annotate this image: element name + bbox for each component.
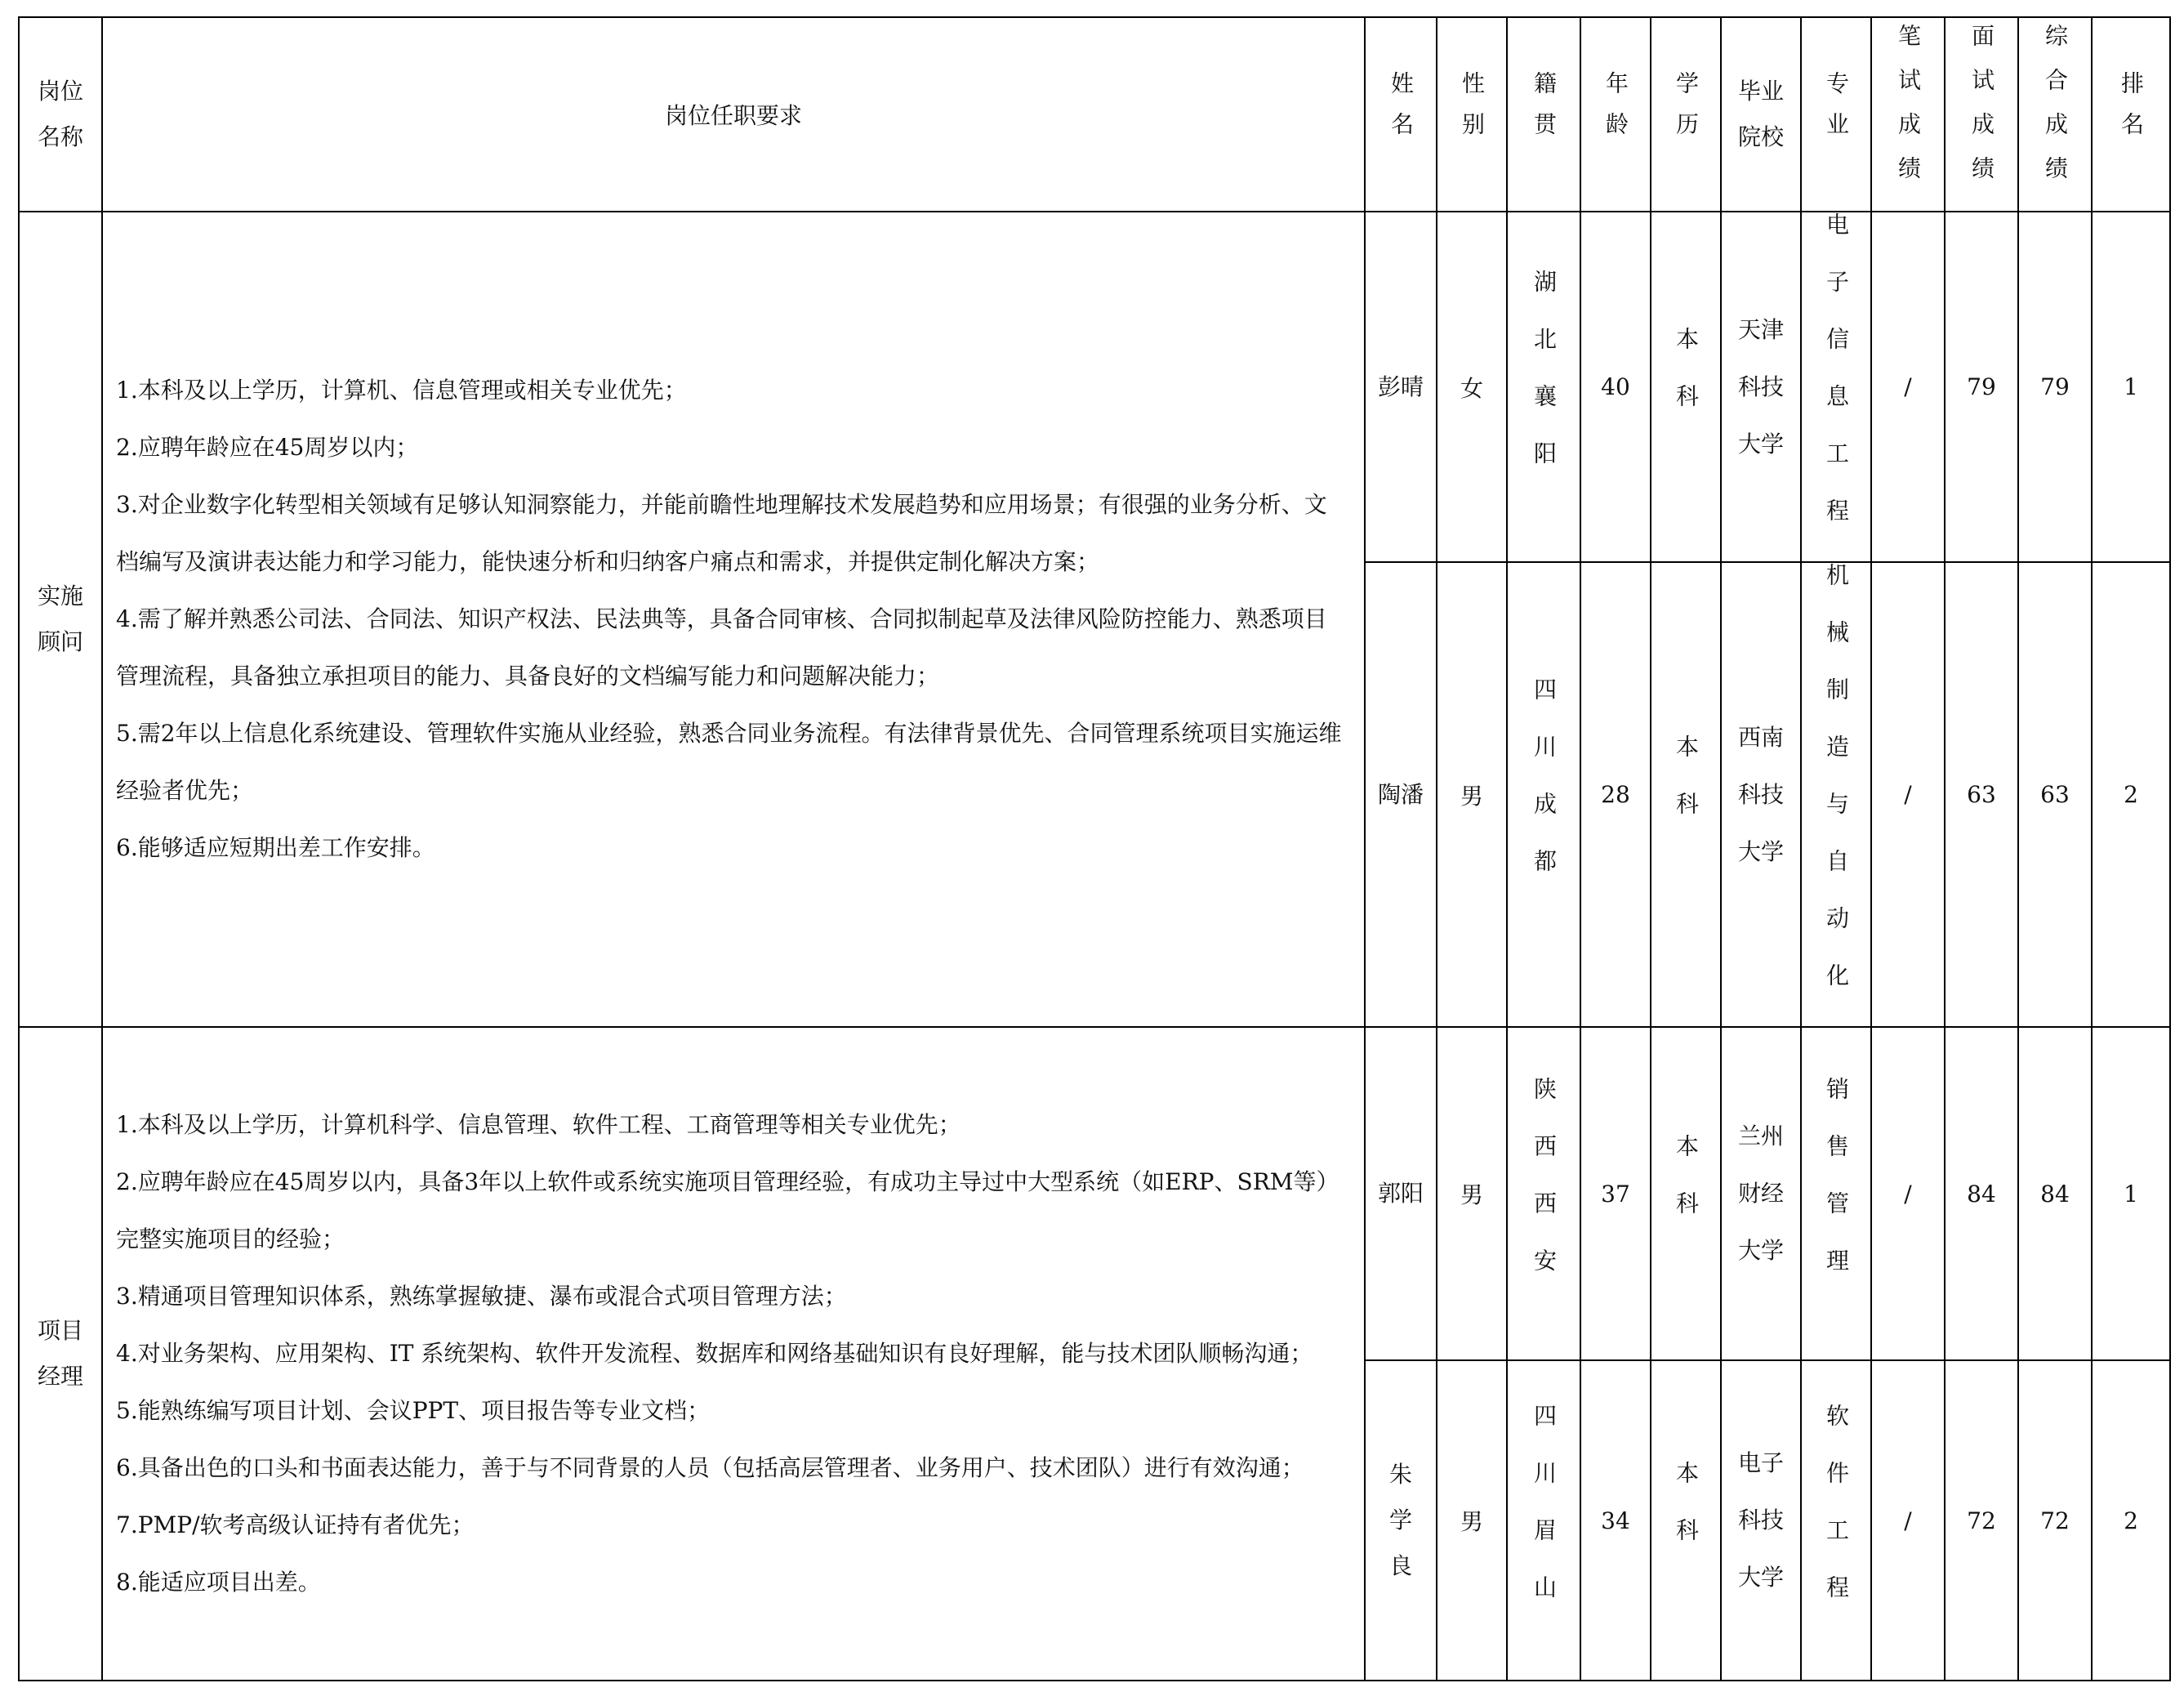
header-school: 毕业院校 xyxy=(1721,17,1801,212)
written-cell: / xyxy=(1871,212,1945,562)
header-gender: 性别 xyxy=(1437,17,1507,212)
requirement-item: 1.本科及以上学历，计算机科学、信息管理、软件工程、工商管理等相关专业优先； xyxy=(116,1111,961,1138)
header-major: 专业 xyxy=(1801,17,1871,212)
gender-cell: 男 xyxy=(1437,1027,1507,1360)
school-cell: 西南科技大学 xyxy=(1721,562,1801,1027)
total-cell: 79 xyxy=(2018,212,2092,562)
origin-cell: 湖北襄阳 xyxy=(1507,212,1580,562)
written-cell: / xyxy=(1871,1360,1945,1681)
interview-cell: 72 xyxy=(1945,1360,2018,1681)
table-row xyxy=(19,212,2170,562)
age-cell: 28 xyxy=(1580,562,1651,1027)
table-row xyxy=(19,1027,2170,1360)
header-requirements: 岗位任职要求 xyxy=(102,17,1365,212)
position-cell: 项目经理 xyxy=(19,1027,102,1681)
requirement-item: 1.本科及以上学历，计算机、信息管理或相关专业优先； xyxy=(116,377,687,404)
name-cell: 朱学良 xyxy=(1365,1360,1437,1681)
requirement-item: 2.应聘年龄应在45周岁以内； xyxy=(116,434,419,461)
header-age: 年龄 xyxy=(1580,17,1651,212)
major-cell: 软件工程 xyxy=(1801,1360,1871,1681)
age-cell: 34 xyxy=(1580,1360,1651,1681)
requirement-item: 4.需了解并熟悉公司法、合同法、知识产权法、民法典等，具备合同审核、合同拟制起草及法律风险防控能力、熟悉项目管理流程，具备独立承担项目的能力、具备良好的文档编写能力和问题解决能力； xyxy=(116,605,1327,690)
header-written: 笔试成绩 xyxy=(1871,17,1945,212)
position-cell: 实施顾问 xyxy=(19,212,102,1027)
origin-cell: 陕西西安 xyxy=(1507,1027,1580,1360)
origin-cell: 四川眉山 xyxy=(1507,1360,1580,1681)
requirements-cell xyxy=(102,1027,1365,1681)
gender-cell: 男 xyxy=(1437,562,1507,1027)
rank-cell: 2 xyxy=(2092,1360,2170,1681)
major-cell: 电子信息工程 xyxy=(1801,212,1871,562)
requirement-item: 6.能够适应短期出差工作安排。 xyxy=(116,834,435,861)
total-cell: 84 xyxy=(2018,1027,2092,1360)
requirement-item: 8.能适应项目出差。 xyxy=(116,1569,321,1596)
header-name: 姓名 xyxy=(1365,17,1437,212)
rank-cell: 2 xyxy=(2092,562,2170,1027)
requirement-item: 3.对企业数字化转型相关领域有足够认知洞察能力，并能前瞻性地理解技术发展趋势和应用场景；有很强的业务分析、文档编写及演讲表达能力和学习能力，能快速分析和归纳客户痛点和需求，并提供定制化解决方案； xyxy=(116,491,1327,575)
name-cell: 陶潘 xyxy=(1365,562,1437,1027)
total-cell: 72 xyxy=(2018,1360,2092,1681)
education-cell: 本科 xyxy=(1651,1027,1721,1360)
major-cell: 机械制造与自动化 xyxy=(1801,562,1871,1027)
name-cell: 郭阳 xyxy=(1365,1027,1437,1360)
total-cell: 63 xyxy=(2018,562,2092,1027)
interview-cell: 79 xyxy=(1945,212,2018,562)
requirement-item: 2.应聘年龄应在45周岁以内，具备3年以上软件或系统实施项目管理经验，有成功主导过中大型系统（如ERP、SRM等）完整实施项目的经验； xyxy=(116,1168,1339,1252)
age-cell: 40 xyxy=(1580,212,1651,562)
recruitment-table xyxy=(18,16,2171,1681)
major-cell: 销售管理 xyxy=(1801,1027,1871,1360)
gender-cell: 男 xyxy=(1437,1360,1507,1681)
name-cell: 彭晴 xyxy=(1365,212,1437,562)
header-education: 学历 xyxy=(1651,17,1721,212)
origin-cell: 四川成都 xyxy=(1507,562,1580,1027)
header-interview: 面试成绩 xyxy=(1945,17,2018,212)
header-origin: 籍贯 xyxy=(1507,17,1580,212)
education-cell: 本科 xyxy=(1651,212,1721,562)
requirement-item: 6.具备出色的口头和书面表达能力，善于与不同背景的人员（包括高层管理者、业务用户、技术团队）进行有效沟通； xyxy=(116,1454,1304,1481)
rank-cell: 1 xyxy=(2092,1027,2170,1360)
header-row xyxy=(19,17,2170,212)
education-cell: 本科 xyxy=(1651,562,1721,1027)
requirement-item: 7.PMP/软考高级认证持有者优先； xyxy=(116,1511,475,1538)
school-cell: 天津科技大学 xyxy=(1721,212,1801,562)
gender-cell: 女 xyxy=(1437,212,1507,562)
requirements-cell xyxy=(102,212,1365,1027)
school-cell: 电子科技大学 xyxy=(1721,1360,1801,1681)
interview-cell: 63 xyxy=(1945,562,2018,1027)
header-total: 综合成绩 xyxy=(2018,17,2092,212)
header-position: 岗位名称 xyxy=(19,17,102,212)
written-cell: / xyxy=(1871,562,1945,1027)
interview-cell: 84 xyxy=(1945,1027,2018,1360)
requirement-item: 5.需2年以上信息化系统建设、管理软件实施从业经验，熟悉合同业务流程。有法律背景优先、合同管理系统项目实施运维经验者优先； xyxy=(116,720,1342,804)
rank-cell: 1 xyxy=(2092,212,2170,562)
written-cell: / xyxy=(1871,1027,1945,1360)
requirement-item: 3.精通项目管理知识体系，熟练掌握敏捷、瀑布或混合式项目管理方法； xyxy=(116,1283,847,1310)
header-rank: 排名 xyxy=(2092,17,2170,212)
age-cell: 37 xyxy=(1580,1027,1651,1360)
requirement-item: 4.对业务架构、应用架构、IT 系统架构、软件开发流程、数据库和网络基础知识有良好理解，能与技术团队顺畅沟通； xyxy=(116,1340,1313,1367)
school-cell: 兰州财经大学 xyxy=(1721,1027,1801,1360)
education-cell: 本科 xyxy=(1651,1360,1721,1681)
requirement-item: 5.能熟练编写项目计划、会议PPT、项目报告等专业文档； xyxy=(116,1397,711,1424)
